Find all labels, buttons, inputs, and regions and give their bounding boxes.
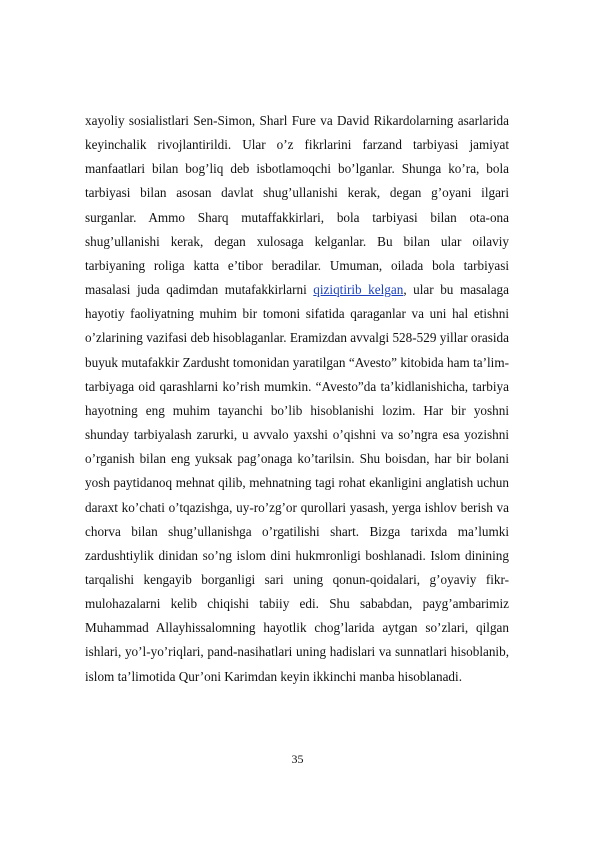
paragraph-text-after-link: , ular bu masalaga hayotiy faoliyatning muhim bir tomoni sifatida qaraganlar va uni hal etishni o’zlarining vazifasi deb hisoblaganlar. Eramizdan avvalgi 528-529 yillar orasida buyuk mutafakkir Zardusht tomonidan yaratilgan “Avesto” kitobida ham ta’lim-tarbiyaga oid qarashlarni ko’rish mumkin. “Avesto”da ta’kidlanishicha, tarbiya hayotning eng muhim tayanchi bo’lib hisoblanishi lozim. Har bir yoshni shunday tarbiyalash zarurki, u avvalo yaxshi o’qishni va so’ngra esa yozishni o’rganish bilan eng yuksak pag’onaga ko’tarilsin. Shu boisdan, har bir bolani yosh paytidanoq mehnat qilib, mehnatning tagi rohat ekanligini anglatish uchun daraxt ko’chati o’tqazishga, uy-ro’zg’or qurollari yasash, yerga ishlov berish va chorva bilan shug’ullanishga o’rgatilishi shart. Bizga tarixda ma’lumki zardushtiylik dinidan so’ng islom dini hukmronligi boshlanadi. Islom dinining tarqalishi kengayib borganligi sari uning qonun-qoidalari, g’oyaviy fikr-mulohazalarni kelib chiqishi tabiiy edi. Shu sababdan, payg’ambarimiz Muhammad Allayhissalomning hayotlik chog’larida aytgan so’zlari, qilgan ishlari, yo’l-yo’riqlari, pand-nasihatlari uning hadislari va sunnatlari hisoblanib, islom ta’limotida Qur’oni Karimdan keyin ikkinchi manba hisoblanadi. (85, 282, 510, 684)
inline-link[interactable]: qiziqtirib kelgan (313, 282, 404, 298)
body-paragraph (85, 109, 509, 689)
page-number: 35 (291, 752, 304, 766)
paragraph-text-before-link: xayoliy sosialistlari Sen-Simon, Sharl Fure va David Rikardolarning asarlarida keyinchalik rivojlantirildi. Ular o’z fikrlarini farzand tarbiyasi jamiyat manfaatlari bilan bog’liq deb isbotlamoqchi bo’lganlar. Shunga ko’ra, bola tarbiyasi bilan asosan davlat shug’ullanishi kerak, degan g’oyani ilgari surganlar. Ammo Sharq mutaffakkirlari, bola tarbiyasi bilan ota-ona shug’ullanishi kerak, degan xulosaga kelganlar. Bu bilan ular oilaviy tarbiyaning roliga katta e’tibor beradilar. Umuman, oilada bola tarbiyasi masalasi juda qadimdan mutafakkirlarni (85, 113, 509, 298)
